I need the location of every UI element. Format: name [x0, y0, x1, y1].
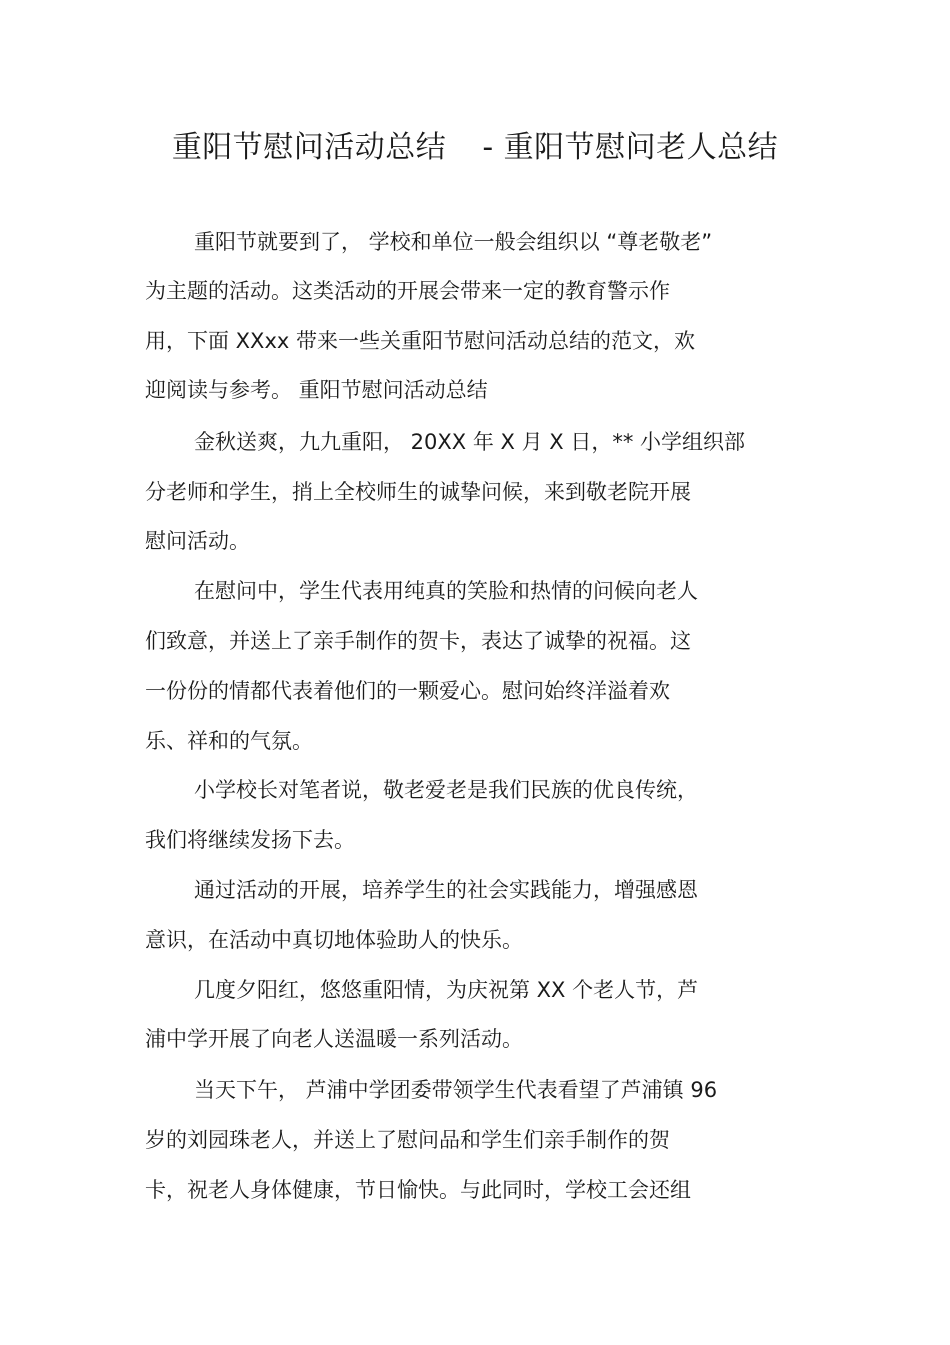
- title-sub: - 重阳节慰问老人总结: [482, 130, 779, 165]
- text-line: 重阳节就要到了， 学校和单位一般会组织以 “尊老敬老”: [194, 230, 713, 254]
- text-line: 金秋送爽，九九重阳， 20XX 年 X 月 X 日，** 小学组织部: [194, 430, 745, 454]
- text-line: 迎阅读与参考。 重阳节慰问活动总结: [145, 378, 488, 402]
- text-line: 意识，在活动中真切地体验助人的快乐。: [145, 928, 523, 952]
- text-line: 在慰问中，学生代表用纯真的笑脸和热情的问候向老人: [194, 579, 698, 603]
- text-line: 卡，祝老人身体健康，节日愉快。与此同时，学校工会还组: [145, 1178, 691, 1202]
- text-line: 岁的刘园珠老人，并送上了慰问品和学生们亲手制作的贺: [145, 1128, 670, 1152]
- text-line: 分老师和学生，捎上全校师生的诚挚问候，来到敬老院开展: [145, 480, 691, 504]
- text-line: 们致意，并送上了亲手制作的贺卡，表达了诚挚的祝福。这: [145, 629, 691, 653]
- text-line: 为主题的活动。这类活动的开展会带来一定的教育警示作: [145, 279, 670, 303]
- title-main: 重阳节慰问活动总结: [171, 130, 447, 165]
- text-line: 一份份的情都代表着他们的一颗爱心。慰问始终洋溢着欢: [145, 679, 670, 703]
- text-line: 我们将继续发扬下去。: [145, 828, 355, 852]
- text-line: 浦中学开展了向老人送温暖一系列活动。: [145, 1027, 523, 1051]
- text-line: 慰问活动。: [145, 529, 250, 553]
- text-line: 用，下面 XXxx 带来一些关重阳节慰问活动总结的范文，欢: [145, 329, 695, 353]
- document-title: [0, 122, 950, 166]
- text-line: 当天下午， 芦浦中学团委带领学生代表看望了芦浦镇 96: [194, 1078, 718, 1102]
- text-line: 乐、祥和的气氛。: [145, 729, 313, 753]
- text-line: 小学校长对笔者说，敬老爱老是我们民族的优良传统，: [194, 778, 698, 802]
- text-line: 几度夕阳红，悠悠重阳情，为庆祝第 XX 个老人节，芦: [194, 978, 699, 1002]
- text-line: 通过活动的开展，培养学生的社会实践能力，增强感恩: [194, 878, 698, 902]
